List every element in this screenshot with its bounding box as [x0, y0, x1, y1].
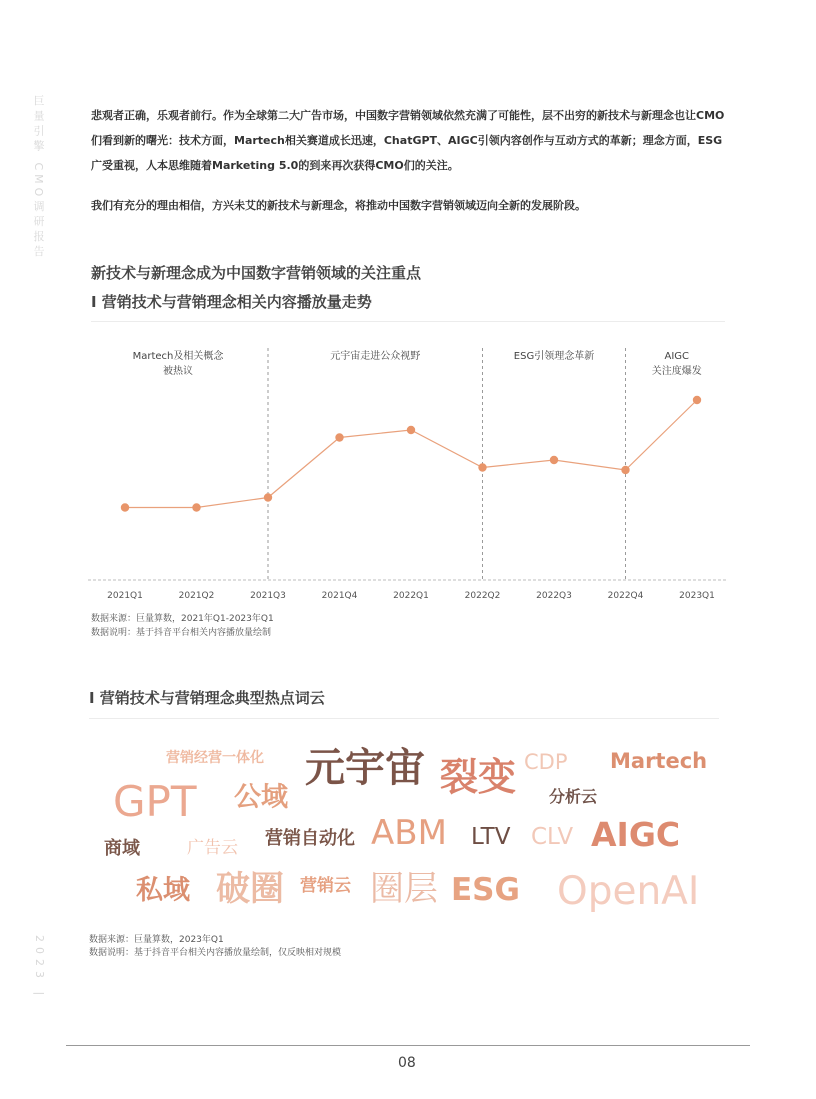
cloud-word-3: CDP [524, 750, 568, 774]
trend-line-chart [88, 330, 728, 610]
cloud-word-20: OpenAI [557, 869, 700, 914]
cloud-word-16: 破圈 [216, 869, 284, 909]
cloud-word-14: AIGC [591, 815, 681, 854]
x-tick-label-2022Q2: 2022Q2 [464, 591, 501, 601]
cloud-word-2: 裂变 [440, 755, 517, 799]
x-tick-label-2022Q4: 2022Q4 [607, 591, 644, 601]
cloud-source-note: 数据来源：巨量算数，2023年Q1 [89, 935, 224, 945]
cloud-word-17: 营销云 [300, 876, 351, 896]
x-tick-label-2021Q3: 2021Q3 [250, 591, 286, 601]
cloud-word-0: 营销经营一体化 [166, 750, 264, 766]
cloud-word-7: 分析云 [549, 787, 598, 806]
cloud-word-9: 广告云 [187, 838, 238, 858]
cloud-word-15: 私域 [136, 875, 190, 906]
phase-annotation-1: Martech及相关概念被热议 [132, 351, 224, 377]
data-point-2022Q4 [621, 466, 629, 474]
data-point-2021Q4 [335, 433, 343, 441]
phase-annotation-2: 元宇宙走进公众视野 [330, 351, 421, 362]
chart-title: I 营销技术与营销理念相关内容播放量走势 [91, 293, 372, 311]
section-title: 新技术与新理念成为中国数字营销领域的关注重点 [91, 264, 422, 282]
chart-source-note: 数据来源：巨量算数，2021年Q1-2023年Q1 [91, 614, 274, 624]
intro-paragraph-1: 悲观者正确，乐观者前行。作为全球第二大广告市场，中国数字营销领域依然充满了可能性，层不出穷的新技术与新理念也让CMO们看到新的曙光：技术方面，Martech相关赛道成长迅速，ChatGPT、AIGC引领内容创作与互动方式的革新；理念方面，ESG广受重视，人本思维随着Marketing 5.0的到来再次获得CMO们的关注。 [91, 109, 725, 172]
report-side-label: 巨量引擎 CMO调研报告 [32, 95, 45, 261]
cloud-word-4: Martech [610, 749, 708, 773]
intro-paragraph-2: 我们有充分的理由相信，方兴未艾的新技术与新理念，将推动中国数字营销领域迈向全新的发展阶段。 [91, 199, 586, 212]
cloud-word-10: 营销自动化 [265, 828, 355, 849]
x-tick-label-2021Q4: 2021Q4 [321, 591, 358, 601]
cloud-word-13: CLV [531, 824, 574, 850]
data-point-2022Q1 [407, 426, 415, 434]
cloud-word-12: LTV [471, 824, 511, 850]
cloud-word-6: 公域 [234, 782, 288, 813]
phase-annotation-4: AIGC 关注度爆发 [651, 351, 702, 377]
data-point-2022Q3 [550, 456, 558, 464]
cloud-word-5: GPT [113, 777, 197, 826]
data-point-2023Q1 [693, 396, 701, 404]
x-tick-label-2023Q1: 2023Q1 [679, 591, 715, 601]
x-tick-label-2022Q3: 2022Q3 [536, 591, 572, 601]
data-point-2022Q2 [478, 463, 486, 471]
footer-divider [66, 1045, 750, 1046]
cloud-word-18: 圈层 [370, 869, 438, 909]
page-number: 08 [398, 1055, 416, 1071]
phase-annotation-3: ESG引领理念革新 [513, 351, 595, 362]
data-point-2021Q3 [264, 493, 272, 501]
cloud-word-11: ABM [371, 813, 447, 853]
word-cloud-title-divider [89, 718, 719, 719]
x-tick-label-2021Q1: 2021Q1 [107, 591, 143, 601]
x-tick-label-2022Q1: 2022Q1 [393, 591, 429, 601]
word-cloud-title: I 营销技术与营销理念典型热点词云 [89, 689, 325, 707]
series-line [125, 400, 697, 508]
cloud-word-8: 商域 [104, 838, 140, 859]
x-tick-label-2021Q2: 2021Q2 [178, 591, 215, 601]
data-point-2021Q2 [192, 503, 200, 511]
chart-explain-note: 数据说明：基于抖音平台相关内容播放量绘制 [91, 628, 272, 638]
chart-title-divider [91, 321, 725, 322]
cloud-word-19: ESG [451, 872, 520, 908]
data-point-2021Q1 [121, 503, 129, 511]
report-year-label: 2023 | [33, 935, 46, 1001]
cloud-explain-note: 数据说明：基于抖音平台相关内容播放量绘制，仅反映相对规模 [89, 948, 342, 958]
cloud-word-1: 元宇宙 [305, 745, 425, 791]
